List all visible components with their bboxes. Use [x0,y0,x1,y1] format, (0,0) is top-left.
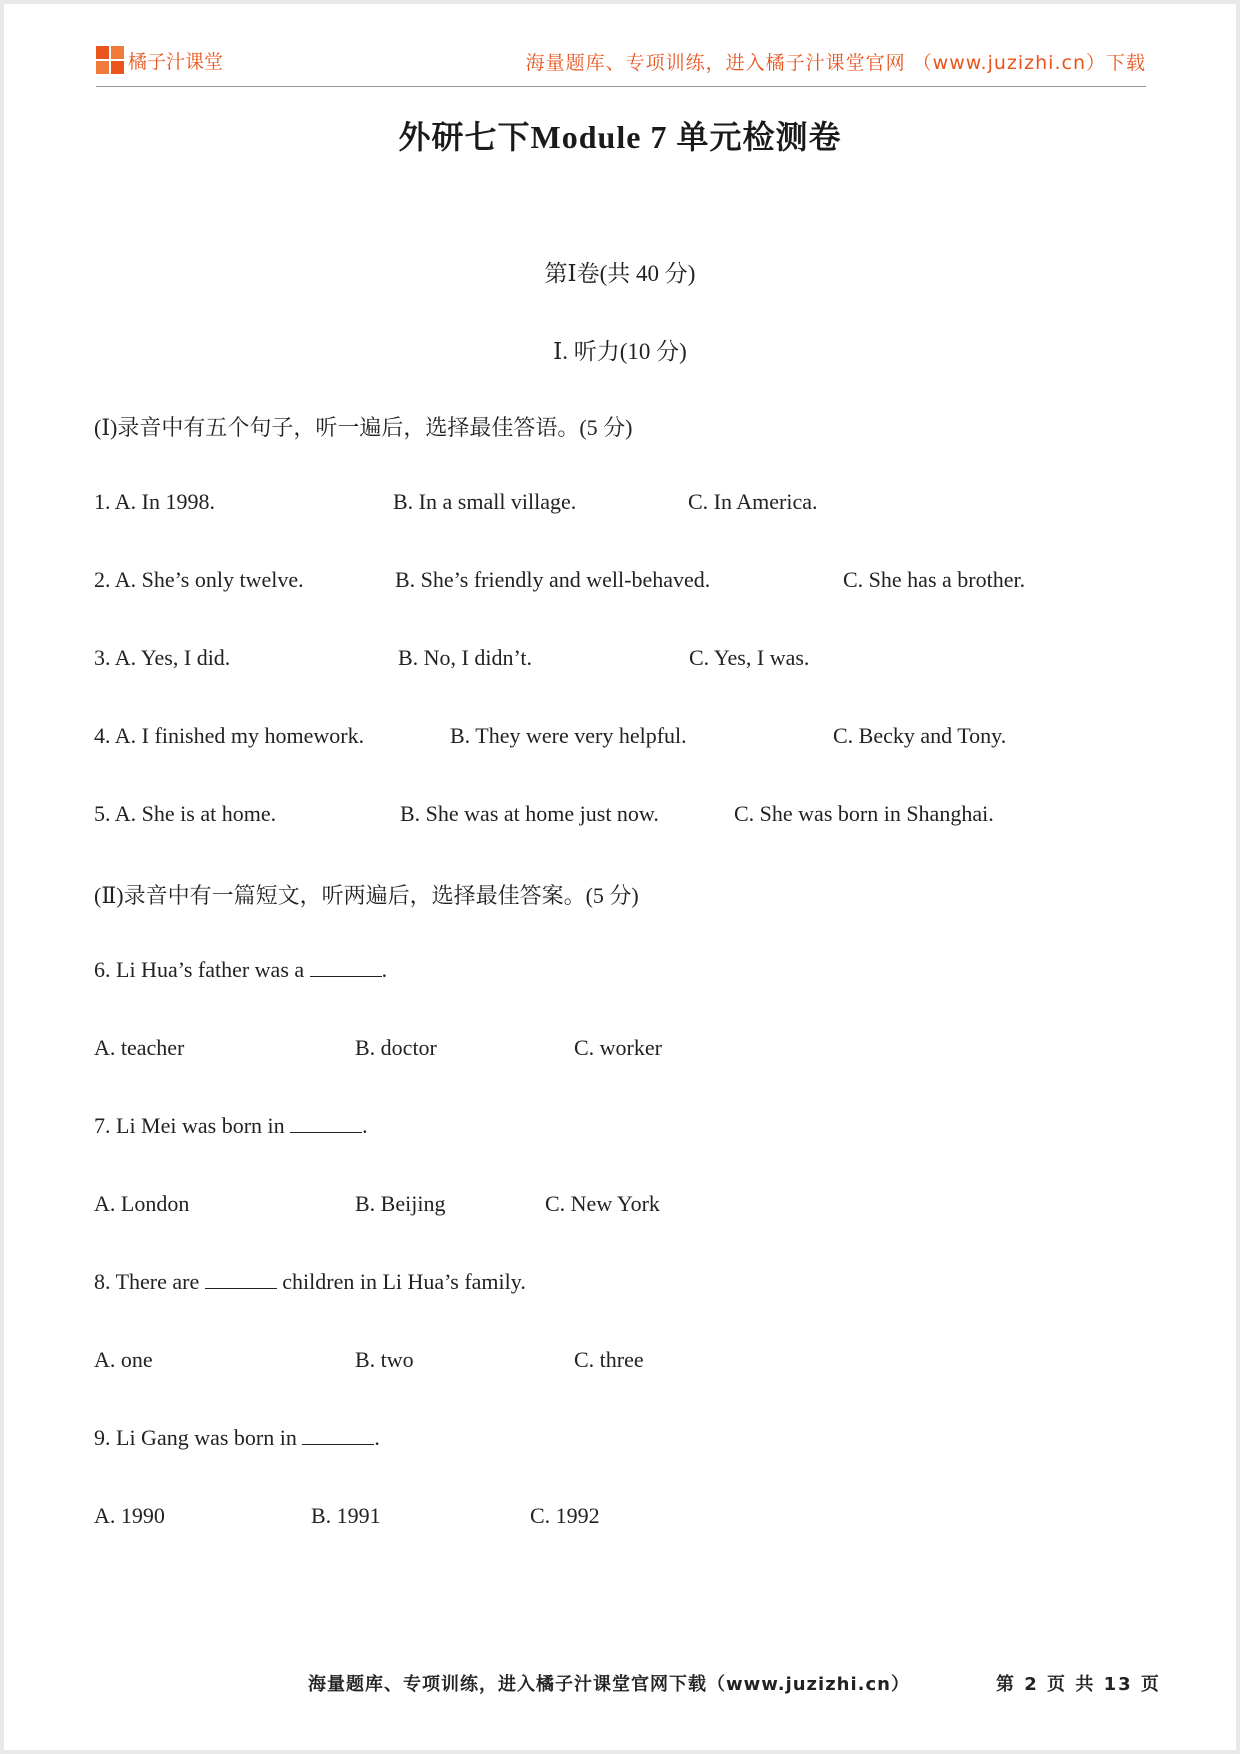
q1-option-b: B. In a small village. [393,489,577,514]
q7-option-c: C. New York [545,1191,660,1216]
q6-stem-after: . [381,957,388,982]
q3-option-b: B. No, I didn’t. [398,645,533,670]
q7-option-b: B. Beijing [355,1191,446,1216]
q4-option-a: 4. A. I finished my homework. [94,723,365,748]
q3-option-c: C. Yes, I was. [689,645,810,670]
q2-option-b: B. She’s friendly and well-behaved. [395,567,711,592]
section-heading: 第Ⅰ卷(共 40 分) [544,261,696,286]
q7-option-a: A. London [94,1191,190,1216]
q6-option-a: A. teacher [94,1035,185,1060]
q8-option-b: B. two [355,1347,414,1372]
q9-stem-before: 9. Li Gang was born in [94,1425,303,1450]
q2-option-a: 2. A. She’s only twelve. [94,567,304,592]
q8-option-a: A. one [94,1347,153,1372]
q9-stem-after: . [374,1425,380,1450]
logo-text: 橘子汁课堂 [128,50,224,73]
q6-blank [310,958,382,977]
q8-blank [205,1270,277,1289]
question-6-stem [94,957,387,983]
q6-stem-before: 6. Li Hua’s father was a [94,957,310,982]
q4-option-c: C. Becky and Tony. [833,723,1007,748]
part2-instruction: (Ⅱ)录音中有一篇短文，听两遍后，选择最佳答案。(5 分) [94,883,639,908]
q7-stem-before: 7. Li Mei was born in [94,1113,291,1138]
q8-option-c: C. three [574,1347,644,1372]
q1-option-a: 1. A. In 1998. [94,489,215,514]
q2-option-c: C. She has a brother. [843,567,1026,592]
q6-option-c: C. worker [574,1035,662,1060]
question-7-stem [94,1113,368,1139]
part-heading: Ⅰ. 听力(10 分) [553,339,687,364]
q6-option-b: B. doctor [355,1035,437,1060]
q9-option-c: C. 1992 [530,1503,600,1528]
header-slogan: 海量题库、专项训练，进入橘子汁课堂官网 （www.juzizhi.cn）下载 [525,52,1146,74]
q5-option-a: 5. A. She is at home. [94,801,277,826]
q5-option-b: B. She was at home just now. [400,801,659,826]
q1-option-c: C. In America. [688,489,818,514]
q7-stem-after: . [362,1113,368,1138]
q3-option-a: 3. A. Yes, I did. [94,645,231,670]
page-header [96,42,1146,87]
document-title: 外研七下Module 7 单元检测卷 [398,119,842,155]
part1-instruction: (Ⅰ)录音中有五个句子，听一遍后，选择最佳答语。(5 分) [94,415,633,440]
page-number: 第 2 页 共 13 页 [996,1674,1161,1695]
q5-option-c: C. She was born in Shanghai. [734,801,994,826]
question-9-stem [94,1425,380,1451]
brand-logo [96,46,223,74]
logo-squares-icon [96,46,124,74]
q8-stem-after: children in Li Hua’s family. [276,1269,526,1294]
question-8-stem [94,1269,526,1295]
q9-option-b: B. 1991 [311,1503,381,1528]
q9-option-a: A. 1990 [94,1503,165,1528]
q4-option-b: B. They were very helpful. [450,723,687,748]
footer-slogan: 海量题库、专项训练，进入橘子汁课堂官网下载（www.juzizhi.cn） [308,1674,910,1695]
q8-stem-before: 8. There are [94,1269,205,1294]
q9-blank [302,1426,374,1445]
q7-blank [290,1114,362,1133]
